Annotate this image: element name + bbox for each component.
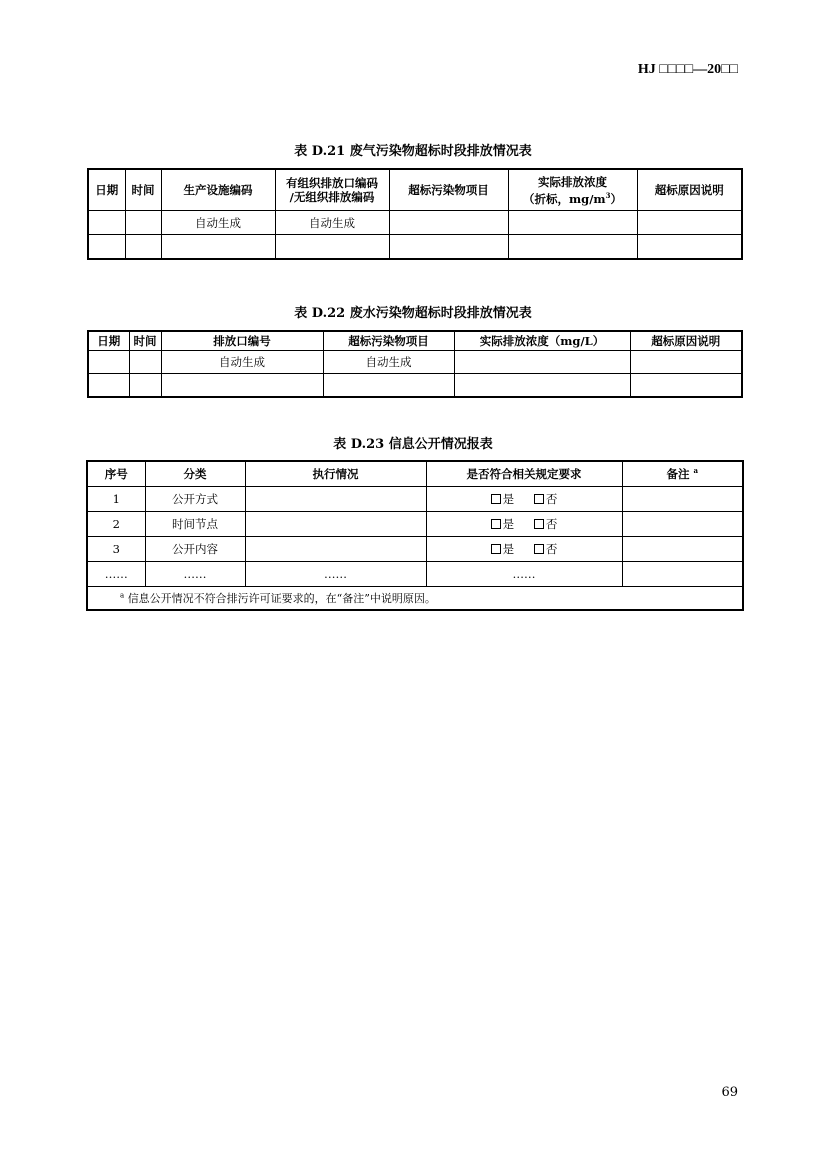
cell-pollutant[interactable] [389,235,508,260]
table-row [87,562,743,587]
cell-outlet-number: 自动生成 [161,351,323,374]
col-facility-code: 生产设施编码 [161,169,275,211]
col-reason: 超标原因说明 [637,169,742,211]
note-mark: a [120,591,125,600]
col-pollutant: 超标污染物项目 [389,169,508,211]
cell-time[interactable] [125,235,161,260]
table-d23 [86,460,744,611]
cell-date[interactable] [88,351,129,374]
unit-text: （折标，mg/m [523,191,606,206]
cell-time[interactable] [129,351,161,374]
col-category: 分类 [145,461,245,487]
cell-date[interactable] [88,235,125,260]
col-concentration: 实际排放浓度（mg/L） [454,331,630,351]
cell-pollutant[interactable] [389,211,508,235]
cell-compliance [426,537,622,562]
cell-time[interactable] [129,374,161,398]
cell-reason[interactable] [630,374,742,398]
cell-execution[interactable] [245,537,426,562]
cell-execution: …… [245,562,426,587]
cell-reason[interactable] [637,235,742,260]
checkbox-icon [491,494,501,504]
table-d21 [87,168,743,260]
col-outlet-code [275,169,389,211]
yes-option[interactable] [491,542,515,556]
unit-exponent: 3 [605,190,611,200]
col-time: 时间 [125,169,161,211]
cell-remarks[interactable] [622,487,743,512]
table-d23-header-row [87,461,743,487]
page-number: 69 [721,1085,738,1100]
cell-concentration[interactable] [508,235,637,260]
checkbox-icon [534,519,544,529]
table-row [88,351,742,374]
col-concentration-line2 [509,189,637,206]
yes-label: 是 [502,542,515,556]
table-note-row [87,587,743,611]
table-row [87,537,743,562]
yes-label: 是 [502,517,515,531]
col-concentration [508,169,637,211]
note-text: 信息公开情况不符合排污许可证要求的，在“备注”中说明原因。 [127,592,436,605]
checkbox-icon [534,544,544,554]
col-outlet-code-line1: 有组织排放口编码 [286,176,378,190]
table-d21-header-row [88,169,742,211]
col-date: 日期 [88,169,125,211]
cell-remarks[interactable] [622,512,743,537]
cell-outlet-number[interactable] [161,374,323,398]
cell-category: 时间节点 [145,512,245,537]
cell-time[interactable] [125,211,161,235]
col-remarks-label: 备注 [666,467,690,481]
cell-category: …… [145,562,245,587]
table-d22-caption: 表 D.22 废水污染物超标时段排放情况表 [294,306,532,321]
no-label: 否 [545,517,558,531]
cell-date[interactable] [88,211,125,235]
unit-close: ） [610,191,622,206]
cell-outlet-code[interactable] [275,235,389,260]
table-d23-caption: 表 D.23 信息公开情况报表 [333,437,493,452]
cell-concentration[interactable] [454,351,630,374]
cell-seq: …… [87,562,145,587]
cell-facility-code[interactable] [161,235,275,260]
cell-seq: 3 [87,537,145,562]
yes-label: 是 [502,492,515,506]
cell-remarks[interactable] [622,537,743,562]
col-outlet-code-line2: /无组织排放编码 [289,190,375,204]
cell-pollutant[interactable] [323,374,454,398]
table-d22 [87,330,743,398]
col-pollutant: 超标污染物项目 [323,331,454,351]
footnote-mark: a [693,466,699,476]
col-reason: 超标原因说明 [630,331,742,351]
cell-seq: 1 [87,487,145,512]
cell-pollutant: 自动生成 [323,351,454,374]
cell-compliance: …… [426,562,622,587]
cell-execution[interactable] [245,487,426,512]
col-time: 时间 [129,331,161,351]
cell-reason[interactable] [630,351,742,374]
col-execution: 执行情况 [245,461,426,487]
table-d21-caption: 表 D.21 废气污染物超标时段排放情况表 [294,144,532,159]
cell-remarks[interactable] [622,562,743,587]
table-row [87,512,743,537]
table-note [87,587,743,611]
cell-seq: 2 [87,512,145,537]
col-outlet-number: 排放口编号 [161,331,323,351]
cell-date[interactable] [88,374,129,398]
col-seq: 序号 [87,461,145,487]
table-d22-header-row [88,331,742,351]
cell-category: 公开方式 [145,487,245,512]
no-label: 否 [545,542,558,556]
no-option[interactable] [534,542,558,556]
checkbox-icon [491,544,501,554]
col-compliance: 是否符合相关规定要求 [426,461,622,487]
col-concentration-line1: 实际排放浓度 [538,174,607,189]
checkbox-icon [534,494,544,504]
no-option[interactable] [534,517,558,531]
col-remarks [622,461,743,487]
cell-execution[interactable] [245,512,426,537]
cell-category: 公开内容 [145,537,245,562]
no-option[interactable] [534,492,558,506]
yes-option[interactable] [491,517,515,531]
cell-facility-code: 自动生成 [161,211,275,235]
table-row [87,487,743,512]
yes-option[interactable] [491,492,515,506]
table-row [88,235,742,260]
cell-concentration[interactable] [454,374,630,398]
cell-reason[interactable] [637,211,742,235]
cell-concentration[interactable] [508,211,637,235]
table-row [88,211,742,235]
cell-compliance [426,512,622,537]
table-row [88,374,742,398]
checkbox-icon [491,519,501,529]
cell-compliance [426,487,622,512]
no-label: 否 [545,492,558,506]
col-date: 日期 [88,331,129,351]
cell-outlet-code: 自动生成 [275,211,389,235]
document-code: HJ □□□□—20□□ [637,62,738,77]
